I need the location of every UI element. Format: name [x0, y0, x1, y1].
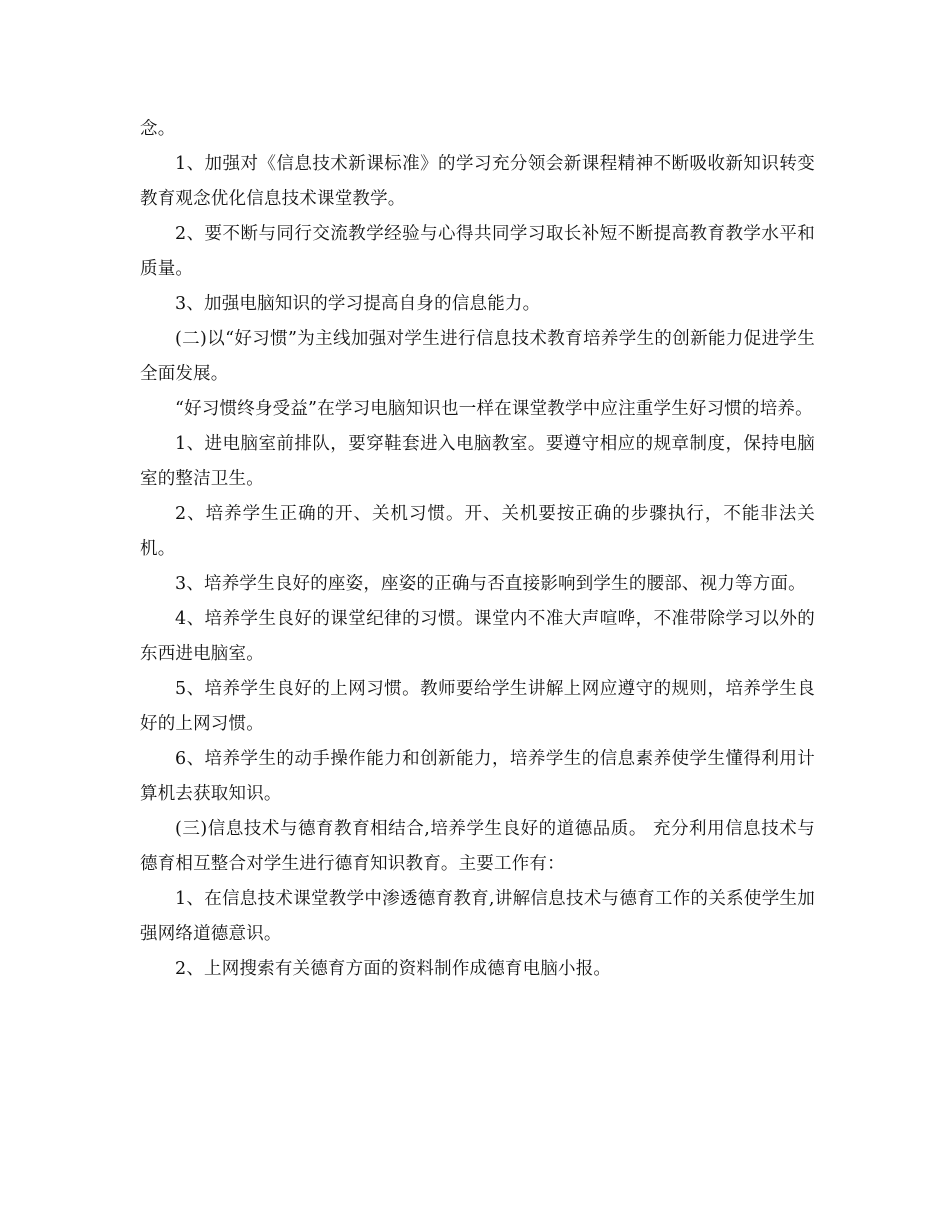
section-heading-2: (二)以“好习惯”为主线加强对学生进行信息技术教育培养学生的创新能力促进学生全面发展。 — [140, 329, 815, 384]
paragraph-habit-2: 2、培养学生正确的开、关机习惯。开、关机要按正确的步骤执行，不能非法关机。 — [140, 504, 815, 559]
paragraph-moral-2: 2、上网搜索有关德育方面的资料制作成德育电脑小报。 — [175, 959, 612, 979]
paragraph-continuation: 念。 — [140, 119, 176, 139]
paragraph-item-3: 3、加强电脑知识的学习提高自身的信息能力。 — [175, 294, 541, 314]
paragraph-habit-6: 6、培养学生的动手操作能力和创新能力，培养学生的信息素养使学生懂得利用计算机去获取知识。 — [140, 749, 815, 804]
paragraph-habit-5: 5、培养学生良好的上网习惯。教师要给学生讲解上网应遵守的规则，培养学生良好的上网习惯。 — [140, 679, 815, 734]
paragraph-moral-1: 1、在信息技术课堂教学中渗透德育教育,讲解信息技术与德育工作的关系使学生加强网络道德意识。 — [140, 889, 815, 944]
paragraph-intro: “好习惯终身受益”在学习电脑知识也一样在课堂教学中应注重学生好习惯的培养。 — [175, 399, 813, 419]
paragraph-habit-1: 1、进电脑室前排队，要穿鞋套进入电脑教室。要遵守相应的规章制度，保持电脑室的整洁卫生。 — [140, 434, 815, 489]
document-body — [140, 112, 815, 987]
paragraph-habit-4: 4、培养学生良好的课堂纪律的习惯。课堂内不准大声喧哗，不准带除学习以外的东西进电脑室。 — [140, 609, 815, 664]
paragraph-item-1: 1、加强对《信息技术新课标准》的学习充分领会新课程精神不断吸收新知识转变教育观念优化信息技术课堂教学。 — [140, 154, 815, 209]
paragraph-habit-3: 3、培养学生良好的座姿，座姿的正确与否直接影响到学生的腰部、视力等方面。 — [175, 574, 806, 594]
paragraph-item-2: 2、要不断与同行交流教学经验与心得共同学习取长补短不断提高教育教学水平和质量。 — [140, 224, 815, 279]
section-heading-3: (三)信息技术与德育教育相结合,培养学生良好的道德品质。 充分利用信息技术与德育相互整合对学生进行德育知识教育。主要工作有： — [140, 819, 815, 874]
